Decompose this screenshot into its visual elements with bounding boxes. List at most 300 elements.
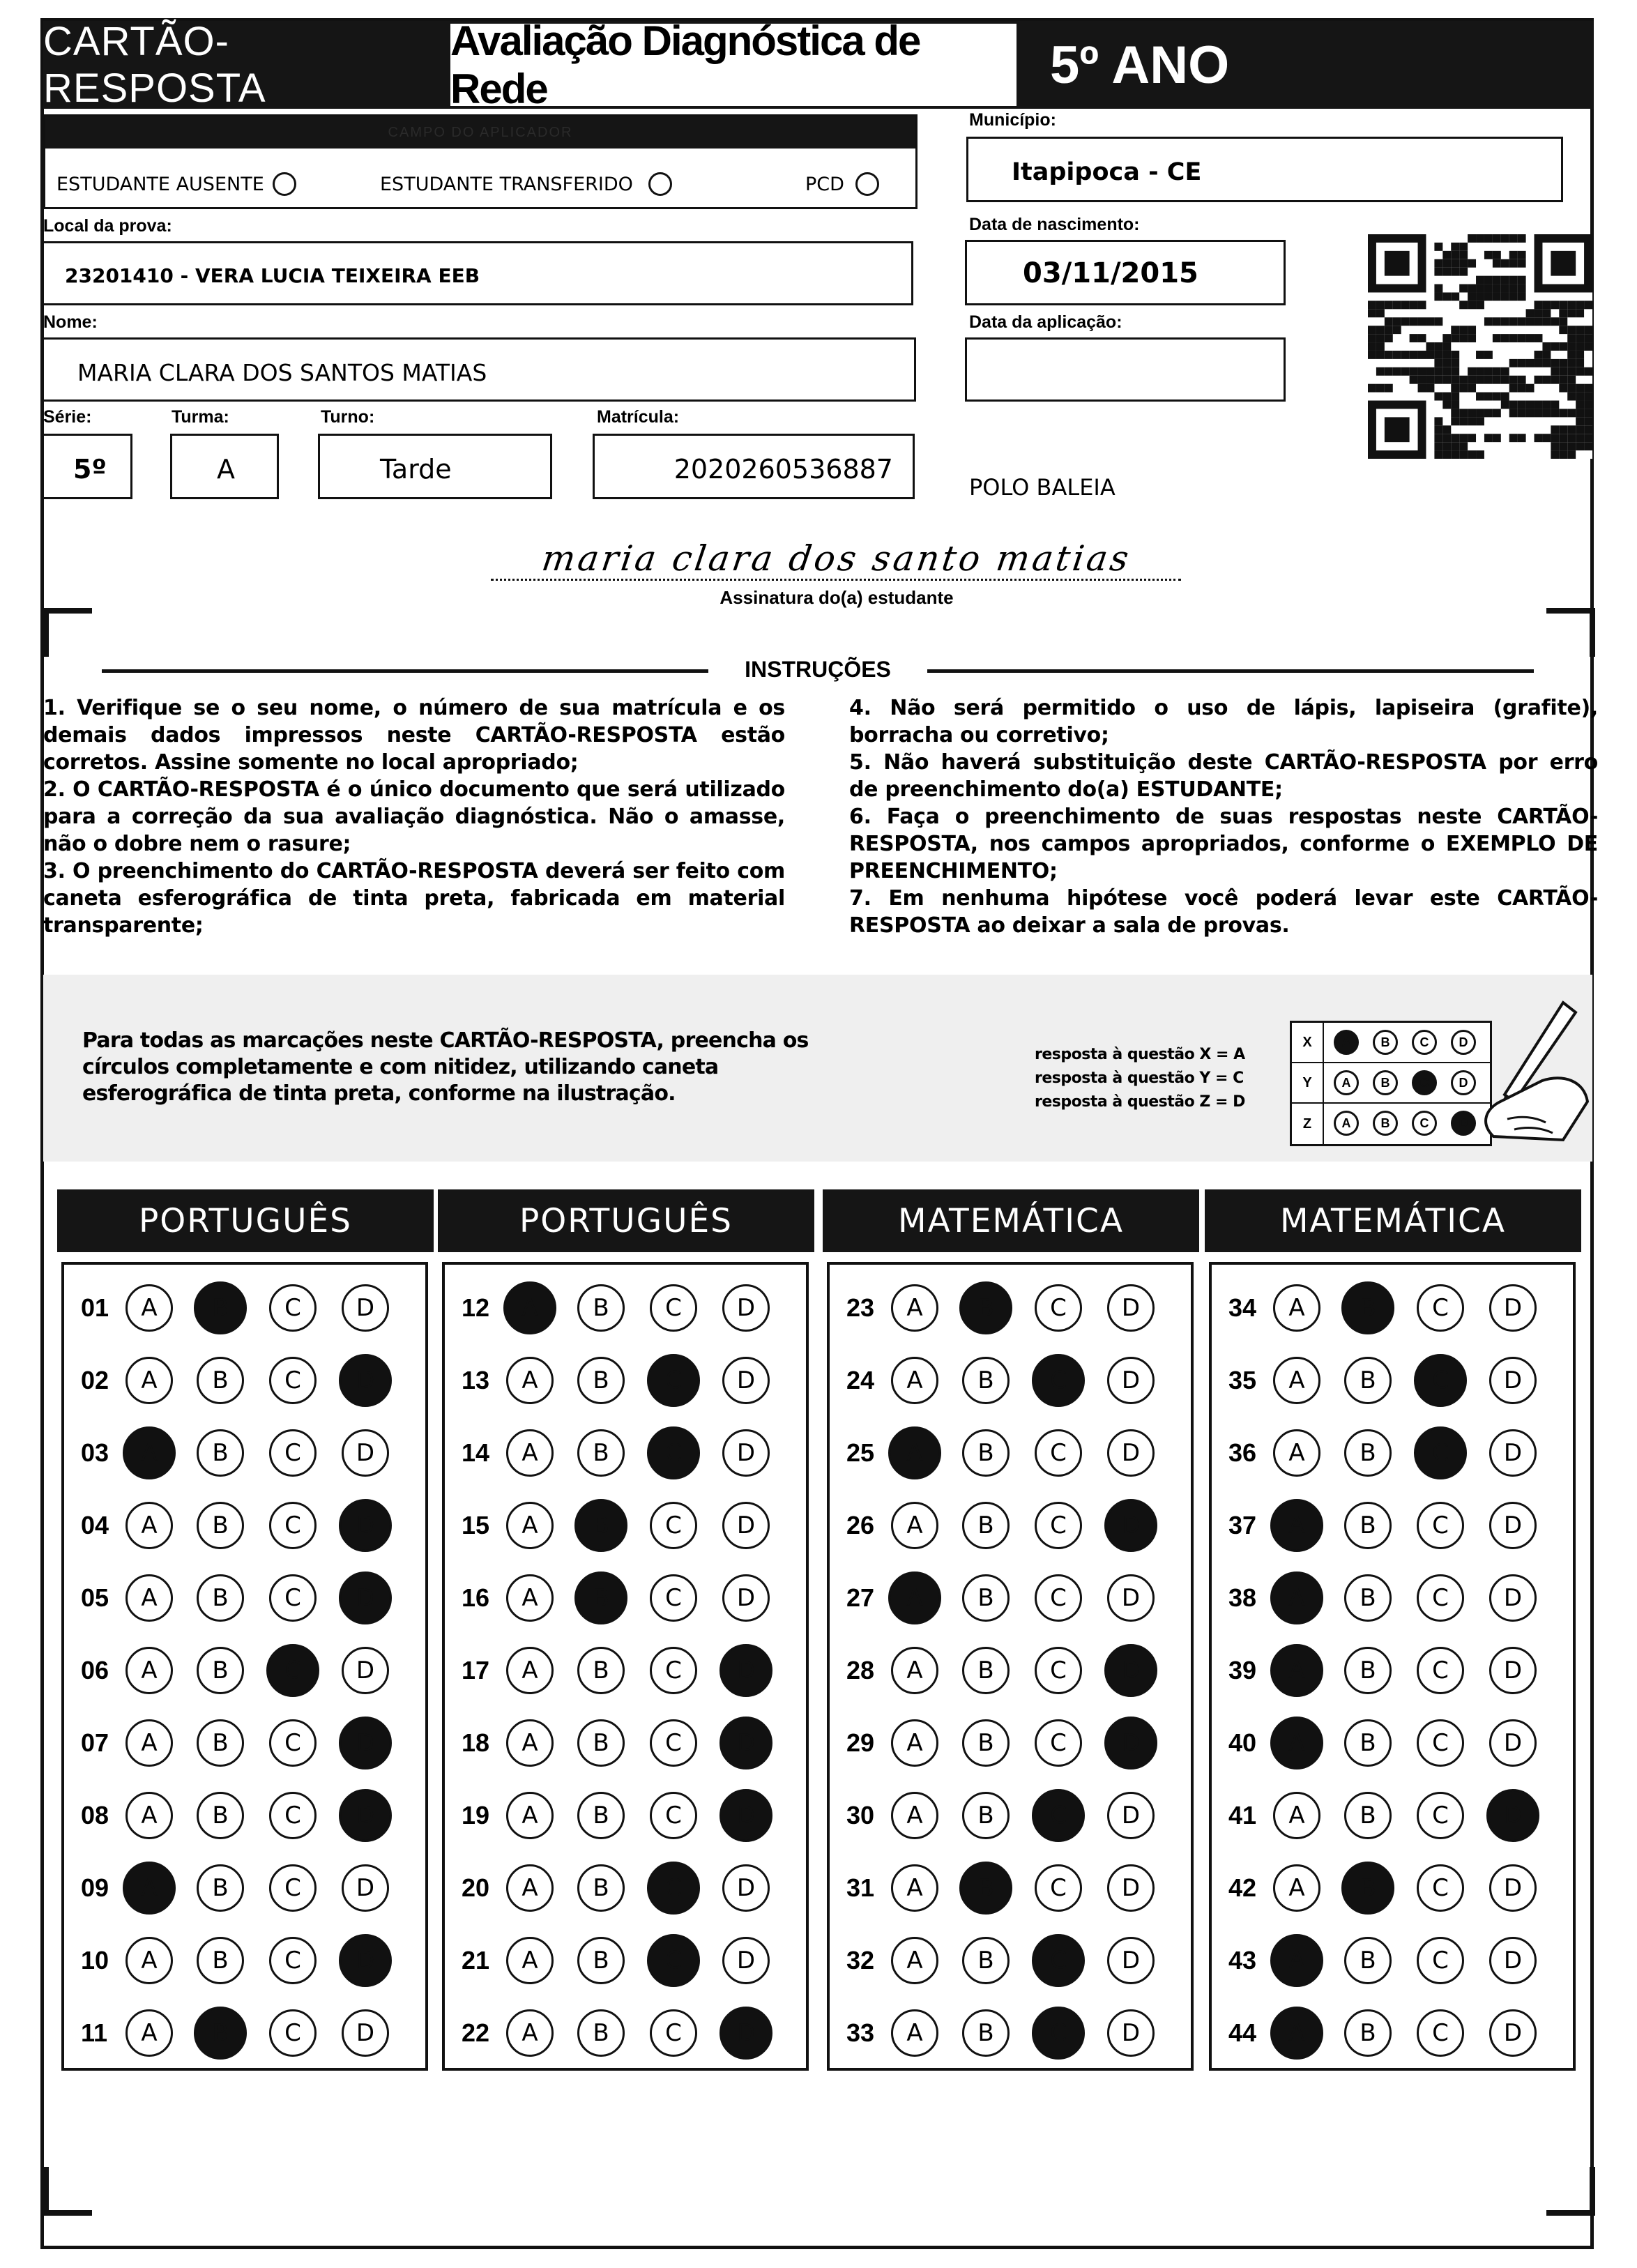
answer-bubble-b[interactable]: B — [962, 1502, 1010, 1549]
answer-bubble-d[interactable]: D — [1489, 1647, 1537, 1694]
answer-bubble-d[interactable]: D — [342, 1647, 389, 1694]
question-number: 24 — [846, 1366, 875, 1394]
answer-bubble-c[interactable]: C — [1417, 1864, 1464, 1912]
instructions-rule-right — [927, 669, 1534, 673]
answer-bubble-c[interactable]: C — [1035, 1647, 1082, 1694]
question-number: 37 — [1228, 1511, 1257, 1539]
answer-bubble-a[interactable]: A — [891, 1864, 938, 1912]
transferred-checkbox[interactable] — [648, 172, 672, 196]
answer-bubble-a[interactable]: A — [888, 1426, 941, 1479]
answer-bubble-c[interactable]: C — [1417, 1574, 1464, 1622]
answer-bubble-d[interactable]: D — [1489, 1429, 1537, 1477]
question-row — [830, 1495, 1191, 1556]
answer-bubble-d[interactable]: D — [1489, 1937, 1537, 1984]
answer-bubble-c[interactable]: C — [1035, 1719, 1082, 1767]
answer-bubble-c[interactable]: C — [1417, 1937, 1464, 1984]
answer-bubble-a[interactable]: A — [891, 1502, 938, 1549]
question-row — [830, 1712, 1191, 1774]
answer-bubble-a[interactable]: A — [1270, 1934, 1323, 1987]
question-number: 30 — [846, 1801, 875, 1829]
answer-bubble-b[interactable]: B — [577, 2009, 625, 2057]
answer-bubble-d[interactable]: D — [722, 1864, 770, 1912]
question-number: 35 — [1228, 1366, 1257, 1394]
answer-bubble-b[interactable]: B — [962, 1429, 1010, 1477]
answer-bubble-b[interactable]: B — [962, 1937, 1010, 1984]
answer-bubble-d[interactable]: D — [1489, 1719, 1537, 1767]
pcd-label: PCD — [805, 173, 844, 195]
nome-value: MARIA CLARA DOS SANTOS MATIAS — [77, 359, 487, 386]
answer-bubble-c[interactable]: C — [269, 1502, 317, 1549]
answer-bubble-b[interactable]: B — [962, 1792, 1010, 1839]
question-row — [64, 1495, 425, 1556]
question-number: 20 — [462, 1873, 490, 1902]
answer-bubble-b[interactable]: B — [577, 1937, 625, 1984]
answer-bubble-a[interactable]: A — [503, 1281, 556, 1334]
answer-bubble-b[interactable]: B — [962, 1574, 1010, 1622]
column-header: MATEMÁTICA — [1205, 1189, 1581, 1252]
admin-panel-title: CAMPO DO APLICADOR — [388, 124, 573, 140]
answer-bubble-c[interactable]: C — [1417, 1502, 1464, 1549]
example-row-label: Y — [1292, 1063, 1324, 1102]
answer-bubble-d[interactable]: D — [719, 1644, 772, 1697]
answer-bubble-c[interactable]: C — [1417, 1792, 1464, 1839]
answer-bubble-c[interactable]: C — [1032, 2007, 1085, 2060]
question-row — [1212, 1495, 1573, 1556]
answer-bubble-d[interactable]: D — [339, 1789, 392, 1842]
answer-bubble-d[interactable]: D — [722, 1574, 770, 1622]
question-row — [1212, 1640, 1573, 1701]
question-row — [64, 2002, 425, 2064]
answer-column — [442, 1262, 809, 2071]
answer-bubble-a[interactable]: A — [1270, 1571, 1323, 1624]
answer-bubble-a[interactable]: A — [891, 1719, 938, 1767]
answer-bubble-d[interactable]: D — [1489, 1864, 1537, 1912]
answer-bubble-c[interactable]: C — [1035, 1574, 1082, 1622]
answer-bubble-b[interactable]: B — [197, 1864, 244, 1912]
question-number: 33 — [846, 2018, 875, 2047]
question-number: 27 — [846, 1583, 875, 1612]
question-row — [445, 1930, 806, 1991]
example-legend-z: resposta à questão Z = D — [1035, 1093, 1245, 1111]
question-row — [830, 2002, 1191, 2064]
answer-bubble-b[interactable]: B — [1341, 1281, 1394, 1334]
answer-bubble-b[interactable]: B — [574, 1571, 627, 1624]
answer-bubble-b[interactable]: B — [1344, 1574, 1392, 1622]
answer-bubble-b[interactable]: B — [577, 1357, 625, 1404]
question-row — [445, 2002, 806, 2064]
question-row — [1212, 1785, 1573, 1846]
answer-bubble-a[interactable]: A — [506, 1937, 554, 1984]
example-bubble-c: C — [1412, 1111, 1437, 1136]
answer-bubble-a[interactable]: A — [125, 1284, 173, 1332]
question-number: 23 — [846, 1293, 875, 1322]
answer-bubble-d[interactable]: D — [722, 1357, 770, 1404]
question-number: 11 — [81, 2018, 108, 2047]
question-row — [445, 1785, 806, 1846]
answer-bubble-a[interactable]: A — [1270, 2007, 1323, 2060]
example-instructions: Para todas as marcações neste CARTÃO-RESPOSTA, preencha os círculos completamente e com nitidez, utilizando caneta esferográfica de tinta preta, conforme na ilustração. — [82, 1028, 809, 1106]
answer-bubble-c[interactable]: C — [1032, 1789, 1085, 1842]
transferred-label: ESTUDANTE TRANSFERIDO — [380, 173, 633, 195]
question-number: 09 — [81, 1873, 109, 1902]
answer-bubble-d[interactable]: D — [339, 1499, 392, 1552]
answer-bubble-c[interactable]: C — [650, 2009, 697, 2057]
example-bubble-b: B — [1373, 1111, 1398, 1136]
answer-bubble-c[interactable]: C — [647, 1426, 700, 1479]
instructions-title: INSTRUÇÕES — [745, 657, 891, 682]
answer-bubble-a[interactable]: A — [125, 2009, 173, 2057]
pcd-option[interactable] — [805, 172, 879, 196]
question-number: 15 — [462, 1511, 490, 1539]
answer-bubble-b[interactable]: B — [577, 1864, 625, 1912]
answer-bubble-a[interactable]: A — [123, 1862, 176, 1915]
answer-bubble-b[interactable]: B — [197, 1574, 244, 1622]
answer-bubble-d[interactable]: D — [339, 1571, 392, 1624]
answer-bubble-c[interactable]: C — [650, 1792, 697, 1839]
answer-bubble-d[interactable]: D — [1489, 1502, 1537, 1549]
answer-bubble-c[interactable]: C — [269, 1357, 317, 1404]
answer-bubble-d[interactable]: D — [1489, 1284, 1537, 1332]
answer-bubble-a[interactable]: A — [1273, 1429, 1320, 1477]
answer-bubble-b[interactable]: B — [197, 1792, 244, 1839]
answer-bubble-c[interactable]: C — [1417, 1719, 1464, 1767]
transferred-option[interactable] — [380, 172, 672, 196]
example-row-label: X — [1292, 1023, 1324, 1062]
answer-bubble-b[interactable]: B — [197, 1937, 244, 1984]
answer-bubble-a[interactable]: A — [125, 1574, 173, 1622]
answer-bubble-d[interactable]: D — [1104, 1499, 1157, 1552]
answer-bubble-c[interactable]: C — [647, 1862, 700, 1915]
question-number: 08 — [81, 1801, 109, 1829]
answer-bubble-b[interactable]: B — [197, 1719, 244, 1767]
answer-bubble-b[interactable]: B — [962, 1647, 1010, 1694]
answer-bubble-c[interactable]: C — [269, 1792, 317, 1839]
answer-bubble-b[interactable]: B — [197, 1502, 244, 1549]
answer-bubble-d[interactable]: D — [1486, 1789, 1539, 1842]
answer-bubble-d[interactable]: D — [722, 1429, 770, 1477]
question-row — [830, 1422, 1191, 1484]
answer-bubble-c[interactable]: C — [1035, 1864, 1082, 1912]
answer-bubble-d[interactable]: D — [719, 2007, 772, 2060]
answer-bubble-d[interactable]: D — [339, 1354, 392, 1407]
answer-bubble-d[interactable]: D — [1107, 1429, 1155, 1477]
question-number: 25 — [846, 1438, 875, 1467]
question-number: 26 — [846, 1511, 875, 1539]
answer-bubble-a[interactable]: A — [125, 1502, 173, 1549]
question-row — [1212, 1422, 1573, 1484]
question-number: 04 — [81, 1511, 109, 1539]
answer-bubble-b[interactable]: B — [962, 2009, 1010, 2057]
question-row — [64, 1857, 425, 1919]
answer-bubble-a[interactable]: A — [1273, 1357, 1320, 1404]
question-row — [445, 1712, 806, 1774]
answer-bubble-d[interactable]: D — [1489, 1357, 1537, 1404]
answer-bubble-c[interactable]: C — [1417, 1284, 1464, 1332]
question-number: 12 — [462, 1293, 490, 1322]
nome-label: Nome: — [43, 312, 98, 332]
answer-bubble-a[interactable]: A — [506, 1429, 554, 1477]
answer-bubble-a[interactable]: A — [125, 1792, 173, 1839]
answer-bubble-b[interactable]: B — [577, 1284, 625, 1332]
question-number: 03 — [81, 1438, 109, 1467]
question-row — [64, 1422, 425, 1484]
corner-mark-bottom-right — [1546, 2167, 1595, 2216]
answer-bubble-b[interactable]: B — [1344, 1719, 1392, 1767]
instructions-left: 1. Verifique se o seu nome, o número de sua matrícula e os demais dados impressos neste CARTÃO-RESPOSTA estão corretos. Assine somente no local apropriado; 2. O CARTÃO-RESPOSTA é o único documento que será utilizado para a correção da sua avaliação diagnóstica. Não o amasse, não o dobre nem o rasure; 3. O preenchimento do CARTÃO-RESPOSTA deverá ser feito com caneta esferográfica de tinta preta, fabricada em material transparente; — [43, 696, 785, 938]
question-row — [1212, 1930, 1573, 1991]
answer-bubble-a[interactable]: A — [891, 1357, 938, 1404]
answer-bubble-a[interactable]: A — [891, 1284, 938, 1332]
answer-bubble-a[interactable]: A — [506, 1864, 554, 1912]
answer-bubble-d[interactable]: D — [342, 2009, 389, 2057]
answer-bubble-c[interactable]: C — [269, 1864, 317, 1912]
answer-column — [61, 1262, 428, 2071]
answer-bubble-c[interactable]: C — [647, 1934, 700, 1987]
question-row — [830, 1567, 1191, 1629]
answer-bubble-c[interactable]: C — [1414, 1354, 1467, 1407]
example-bubble-d: D — [1451, 1030, 1476, 1055]
exam-title-banner — [450, 17, 1017, 112]
answer-bubble-a[interactable]: A — [125, 1647, 173, 1694]
question-row — [1212, 1857, 1573, 1919]
answer-bubble-c[interactable]: C — [1032, 1354, 1085, 1407]
answer-bubble-d[interactable]: D — [342, 1284, 389, 1332]
answer-bubble-a[interactable]: A — [1270, 1499, 1323, 1552]
answer-bubble-a[interactable]: A — [891, 2009, 938, 2057]
answer-bubble-c[interactable]: C — [1035, 1502, 1082, 1549]
answer-bubble-c[interactable]: C — [1032, 1934, 1085, 1987]
answer-bubble-c[interactable]: C — [1417, 2009, 1464, 2057]
answer-bubble-b[interactable]: B — [197, 1647, 244, 1694]
matricula-label: Matrícula: — [597, 407, 680, 427]
answer-bubble-a[interactable]: A — [506, 1719, 554, 1767]
answer-bubble-d[interactable]: D — [722, 1937, 770, 1984]
answer-bubble-d[interactable]: D — [1107, 1792, 1155, 1839]
answer-bubble-d[interactable]: D — [1104, 1717, 1157, 1770]
pcd-checkbox[interactable] — [855, 172, 879, 196]
question-row — [64, 1350, 425, 1411]
answer-bubble-c[interactable]: C — [650, 1502, 697, 1549]
answer-bubble-b[interactable]: B — [577, 1792, 625, 1839]
answer-bubble-d[interactable]: D — [719, 1789, 772, 1842]
example-bubble-d: D — [1451, 1070, 1476, 1095]
question-number: 36 — [1228, 1438, 1257, 1467]
answer-bubble-b[interactable]: B — [962, 1357, 1010, 1404]
local-field — [42, 241, 913, 305]
answer-bubble-d[interactable]: D — [722, 1284, 770, 1332]
question-number: 43 — [1228, 1946, 1257, 1974]
answer-bubble-d[interactable]: D — [1104, 1644, 1157, 1697]
answer-bubble-a[interactable]: A — [506, 1502, 554, 1549]
turma-value: A — [217, 454, 235, 485]
answer-bubble-d[interactable]: D — [719, 1717, 772, 1770]
answer-bubble-b[interactable]: B — [1344, 1502, 1392, 1549]
question-row — [830, 1785, 1191, 1846]
answer-bubble-b[interactable]: B — [1344, 2009, 1392, 2057]
answer-bubble-b[interactable]: B — [1341, 1862, 1394, 1915]
answer-bubble-c[interactable]: C — [266, 1644, 319, 1697]
answer-bubble-a[interactable]: A — [125, 1937, 173, 1984]
answer-bubble-a[interactable]: A — [506, 1792, 554, 1839]
nascimento-value: 03/11/2015 — [1023, 257, 1198, 289]
answer-bubble-c[interactable]: C — [269, 1574, 317, 1622]
serie-value: 5º — [73, 454, 107, 485]
answer-bubble-b[interactable]: B — [577, 1647, 625, 1694]
question-number: 19 — [462, 1801, 490, 1829]
corner-mark-bottom-left — [43, 2167, 92, 2216]
question-number: 10 — [81, 1946, 109, 1974]
nome-field — [42, 337, 916, 402]
instructions-rule-left — [102, 669, 708, 673]
answer-bubble-a[interactable]: A — [125, 1719, 173, 1767]
example-legend — [1035, 1043, 1245, 1114]
nascimento-field — [965, 240, 1286, 305]
question-number: 40 — [1228, 1728, 1257, 1757]
municipio-field — [966, 137, 1563, 202]
municipio-value: Itapipoca - CE — [1012, 158, 1202, 186]
nascimento-label: Data de nascimento: — [969, 215, 1140, 234]
turma-field — [170, 434, 279, 499]
answer-bubble-d[interactable]: D — [342, 1429, 389, 1477]
answer-bubble-a[interactable]: A — [125, 1357, 173, 1404]
answer-bubble-d[interactable]: D — [339, 1717, 392, 1770]
answer-bubble-b[interactable]: B — [194, 2007, 247, 2060]
answer-bubble-d[interactable]: D — [1107, 1357, 1155, 1404]
answer-bubble-a[interactable]: A — [506, 1647, 554, 1694]
question-row — [1212, 1277, 1573, 1339]
answer-bubble-d[interactable]: D — [1107, 1864, 1155, 1912]
answer-bubble-a[interactable]: A — [888, 1571, 941, 1624]
qr-code — [1368, 234, 1592, 459]
answer-bubble-d[interactable]: D — [1107, 2009, 1155, 2057]
answer-bubble-c[interactable]: C — [650, 1284, 697, 1332]
answer-bubble-a[interactable]: A — [506, 1357, 554, 1404]
question-number: 32 — [846, 1946, 875, 1974]
question-number: 07 — [81, 1728, 109, 1757]
answer-bubble-d[interactable]: D — [1107, 1937, 1155, 1984]
answer-bubble-b[interactable]: B — [197, 1429, 244, 1477]
example-bubble-a: A — [1334, 1111, 1359, 1136]
answer-bubble-c[interactable]: C — [269, 1429, 317, 1477]
question-row — [64, 1277, 425, 1339]
answer-bubble-b[interactable]: B — [577, 1719, 625, 1767]
answer-bubble-d[interactable]: D — [342, 1864, 389, 1912]
answer-bubble-b[interactable]: B — [959, 1281, 1012, 1334]
answer-bubble-b[interactable]: B — [1344, 1792, 1392, 1839]
answer-bubble-c[interactable]: C — [269, 1719, 317, 1767]
answer-bubble-a[interactable]: A — [1270, 1717, 1323, 1770]
serie-label: Série: — [43, 407, 92, 427]
example-row-label: Z — [1292, 1104, 1324, 1144]
answer-bubble-a[interactable]: A — [1273, 1284, 1320, 1332]
example-legend-x: resposta à questão X = A — [1035, 1046, 1245, 1063]
absent-checkbox[interactable] — [273, 172, 296, 196]
answer-bubble-a[interactable]: A — [1273, 1792, 1320, 1839]
question-row — [445, 1350, 806, 1411]
answer-bubble-b[interactable]: B — [1344, 1937, 1392, 1984]
answer-bubble-d[interactable]: D — [339, 1934, 392, 1987]
answer-bubble-c[interactable]: C — [647, 1354, 700, 1407]
answer-bubble-b[interactable]: B — [962, 1719, 1010, 1767]
answer-bubble-c[interactable]: C — [269, 1937, 317, 1984]
question-number: 28 — [846, 1656, 875, 1684]
answer-bubble-b[interactable]: B — [1344, 1357, 1392, 1404]
answer-bubble-a[interactable]: A — [123, 1426, 176, 1479]
question-number: 29 — [846, 1728, 875, 1757]
question-row — [445, 1640, 806, 1701]
question-row — [64, 1785, 425, 1846]
answer-bubble-b[interactable]: B — [574, 1499, 627, 1552]
example-bubble-c: C — [1412, 1070, 1437, 1095]
answer-bubble-c[interactable]: C — [650, 1647, 697, 1694]
question-row — [1212, 2002, 1573, 2064]
absent-label: ESTUDANTE AUSENTE — [56, 173, 264, 195]
answer-bubble-c[interactable]: C — [269, 2009, 317, 2057]
serie-field — [42, 434, 132, 499]
example-bubble-a: A — [1334, 1030, 1359, 1055]
column-header: MATEMÁTICA — [823, 1189, 1199, 1252]
question-number: 38 — [1228, 1583, 1257, 1612]
question-number: 41 — [1228, 1801, 1257, 1829]
turno-label: Turno: — [321, 407, 375, 427]
answer-bubble-b[interactable]: B — [194, 1281, 247, 1334]
answer-bubble-d[interactable]: D — [722, 1502, 770, 1549]
aplicacao-field[interactable] — [965, 337, 1286, 402]
answer-bubble-a[interactable]: A — [891, 1792, 938, 1839]
question-row — [1212, 1350, 1573, 1411]
absent-option[interactable] — [56, 172, 296, 196]
answer-bubble-b[interactable]: B — [1344, 1647, 1392, 1694]
answer-bubble-c[interactable]: C — [1035, 1284, 1082, 1332]
question-row — [445, 1495, 806, 1556]
corner-mark-top-left — [43, 608, 92, 657]
local-value: 23201410 - VERA LUCIA TEIXEIRA EEB — [65, 264, 480, 287]
answer-bubble-d[interactable]: D — [1489, 1574, 1537, 1622]
card-title: CARTÃO-RESPOSTA — [43, 19, 266, 111]
question-number: 02 — [81, 1366, 109, 1394]
question-number: 17 — [462, 1656, 490, 1684]
answer-bubble-a[interactable]: A — [891, 1937, 938, 1984]
answer-bubble-a[interactable]: A — [1273, 1864, 1320, 1912]
turma-label: Turma: — [172, 407, 229, 427]
answer-bubble-b[interactable]: B — [1344, 1429, 1392, 1477]
answer-bubble-a[interactable]: A — [506, 2009, 554, 2057]
answer-bubble-c[interactable]: C — [1414, 1426, 1467, 1479]
answer-bubble-c[interactable]: C — [1035, 1429, 1082, 1477]
question-number: 31 — [846, 1873, 875, 1902]
question-row — [445, 1567, 806, 1629]
answer-bubble-c[interactable]: C — [650, 1574, 697, 1622]
answer-bubble-a[interactable]: A — [506, 1574, 554, 1622]
answer-bubble-c[interactable]: C — [1417, 1647, 1464, 1694]
municipio-label: Município: — [969, 110, 1056, 130]
answer-bubble-a[interactable]: A — [1270, 1644, 1323, 1697]
answer-bubble-b[interactable]: B — [959, 1862, 1012, 1915]
question-row — [830, 1930, 1191, 1991]
answer-bubble-d[interactable]: D — [1107, 1574, 1155, 1622]
question-row — [64, 1712, 425, 1774]
answer-bubble-c[interactable]: C — [269, 1284, 317, 1332]
column-header: PORTUGUÊS — [57, 1189, 434, 1252]
answer-bubble-b[interactable]: B — [577, 1429, 625, 1477]
question-row — [64, 1567, 425, 1629]
answer-bubble-b[interactable]: B — [197, 1357, 244, 1404]
answer-bubble-a[interactable]: A — [891, 1647, 938, 1694]
answer-bubble-d[interactable]: D — [1489, 2009, 1537, 2057]
corner-mark-top-right — [1546, 608, 1595, 657]
answer-bubble-d[interactable]: D — [1107, 1284, 1155, 1332]
answer-bubble-c[interactable]: C — [650, 1719, 697, 1767]
